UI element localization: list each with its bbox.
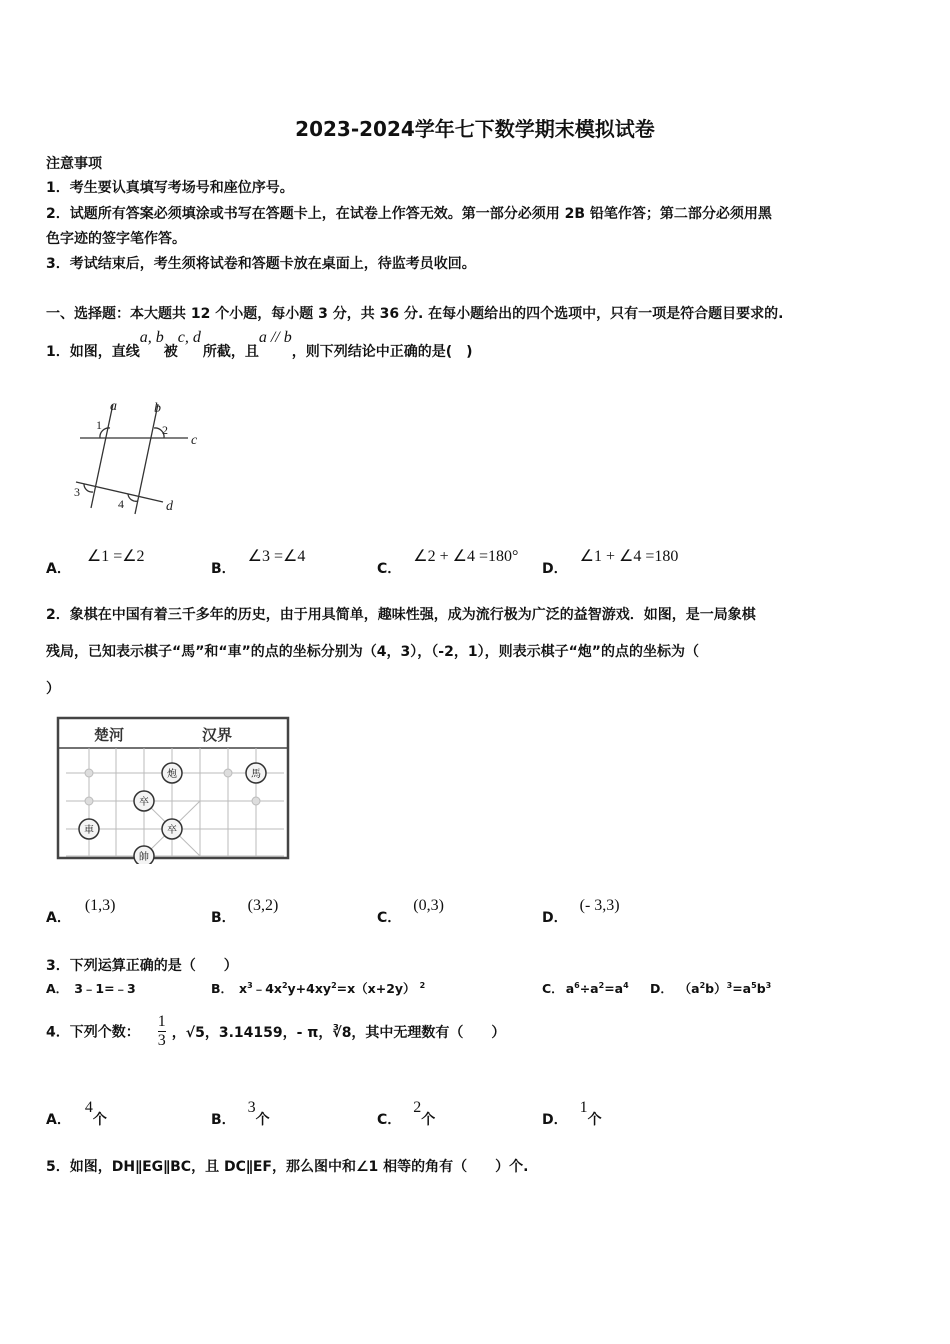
q3-c-part-3: =a — [604, 981, 624, 996]
q1-option-c[interactable] — [377, 546, 519, 577]
question-3-stem: 3．下列运算正确的是（ ） — [46, 958, 238, 974]
q3-b-sup-3: 2 — [331, 980, 337, 990]
q2-option-d-label: D． — [542, 910, 568, 926]
q2-option-c-label: C． — [377, 910, 402, 926]
q4-fraction — [158, 1013, 166, 1050]
q1-math-ab: a, b — [139, 329, 164, 346]
q2-option-b-label: B． — [211, 910, 236, 926]
question-1-stem — [46, 327, 473, 360]
q3-b-sup-1: 3 — [247, 980, 253, 990]
parallel-lines-figure — [68, 396, 218, 521]
label-b: b — [154, 401, 161, 416]
piece-ma-text: 馬 — [251, 769, 261, 780]
q3-option-d-label: D． — [650, 981, 673, 996]
q1-option-a-label: A． — [46, 561, 71, 577]
q4-option-c-unit: 个 — [421, 1112, 436, 1128]
q3-option-a-expr: 3﹣1=﹣3 — [74, 981, 136, 996]
label-a: a — [110, 399, 117, 414]
q3-c-sup-2: 2 — [598, 980, 605, 990]
label-d: d — [166, 499, 173, 514]
q3-option-b-label: B． — [211, 981, 234, 996]
q3-option-c-expr — [566, 981, 629, 996]
piece-ju-text: 車 — [84, 825, 94, 836]
line-a — [91, 404, 113, 508]
q1-text-3: 所截，且 — [202, 344, 259, 360]
label-1: 1 — [96, 418, 102, 432]
q2-option-d-expr: (- 3,3) — [579, 897, 620, 914]
q1-text-1: 1．如图，直线 — [46, 344, 140, 360]
q4-option-a-unit: 个 — [92, 1112, 107, 1128]
q2-option-b-expr: (3,2) — [247, 897, 279, 914]
q1-option-b[interactable] — [211, 546, 306, 577]
q3-b-part-4: =x（x+2y） — [336, 981, 416, 996]
q4-fraction-num: 1 — [157, 1013, 166, 1030]
q1-option-d[interactable] — [542, 546, 679, 577]
line-b — [135, 404, 158, 514]
q1-option-b-expr: ∠3 =∠4 — [247, 548, 306, 565]
q2-option-a-label: A． — [46, 910, 71, 926]
q4-option-c-label: C． — [377, 1112, 402, 1128]
q3-c-sup-1: 6 — [574, 980, 580, 990]
q4-option-a-num: 4 — [84, 1099, 93, 1116]
page-title: 2023-2024学年七下数学期末模拟试卷 — [295, 117, 655, 141]
q1-text-2: 被 — [163, 344, 178, 360]
question-2-line-2: 残局，已知表示棋子“馬”和“車”的点的坐标分别为（4，3），（-2，1），则表示棋子“炮”的点的坐标为（ — [46, 644, 699, 660]
piece-zu-2-text: 卒 — [167, 825, 177, 836]
q3-d-part-1: （a — [684, 981, 700, 996]
section-heading: 一、选择题：本大题共 12 个小题，每小题 3 分，共 36 分. 在每小题给出的四个选项中，只有一项是符合题目要求的. — [46, 306, 784, 322]
q3-d-sup-3: 5 — [751, 980, 757, 990]
q4-option-b-num: 3 — [247, 1099, 256, 1116]
q2-option-c-expr: (0,3) — [413, 897, 444, 914]
q4-option-a[interactable] — [46, 1097, 107, 1128]
q1-option-c-label: C． — [377, 561, 402, 577]
q4-option-a-label: A． — [46, 1112, 71, 1128]
q3-d-part-3: =a — [732, 981, 752, 996]
q3-c-sup-3: 4 — [623, 980, 629, 990]
q4-option-b-label: B． — [211, 1112, 236, 1128]
q3-b-sup-2: 2 — [281, 980, 288, 990]
q3-option-b-expr — [239, 981, 425, 996]
q4-option-c-num: 2 — [413, 1099, 422, 1116]
chess-board-figure — [56, 716, 291, 864]
q1-option-b-label: B． — [211, 561, 236, 577]
river-left-text: 楚河 — [94, 726, 125, 744]
q4-option-d[interactable] — [542, 1097, 602, 1128]
label-4: 4 — [118, 497, 124, 511]
q4-fraction-den: 3 — [157, 1032, 166, 1049]
q1-option-a-expr: ∠1 =∠2 — [86, 548, 145, 565]
q3-b-part-3: y+4xy — [287, 981, 332, 996]
q1-text-4: ，则下列结论中正确的是( ) — [291, 344, 473, 360]
q1-math-cd: c, d — [177, 329, 201, 346]
notice-item-3: 3．考试结束后，考生须将试卷和答题卡放在桌面上，待监考员收回。 — [46, 256, 476, 272]
q4-text-rest: ，√5，3.14159，- π，∛8，其中无理数有（ ） — [171, 1024, 506, 1041]
q4-option-d-num: 1 — [579, 1099, 588, 1116]
question-2-line-3: ） — [46, 681, 60, 697]
q2-option-a-expr: (1,3) — [84, 897, 116, 914]
q3-option-c-label: C． — [542, 981, 564, 996]
q3-d-part-2: b） — [705, 981, 727, 996]
q3-option-c[interactable] — [542, 979, 629, 997]
q4-option-c[interactable] — [377, 1097, 436, 1128]
q3-option-a-label: A． — [46, 981, 69, 996]
piece-zu-1-text: 卒 — [139, 797, 149, 808]
q2-option-b[interactable] — [211, 895, 279, 926]
label-2: 2 — [162, 423, 168, 437]
q3-c-part-2: ÷a — [579, 981, 599, 996]
q3-option-a[interactable] — [46, 979, 136, 997]
label-c: c — [191, 433, 198, 448]
q2-option-a[interactable] — [46, 895, 116, 926]
q1-option-a[interactable] — [46, 546, 145, 577]
notice-item-2-cont: 色字迹的签字笔作答。 — [46, 231, 186, 247]
q3-option-d-expr — [685, 981, 771, 996]
notice-item-1: 1．考生要认真填写考场号和座位序号。 — [46, 180, 294, 196]
q4-option-d-label: D． — [542, 1112, 568, 1128]
q3-b-part-2: ﹣4x — [252, 981, 282, 996]
q1-option-d-expr: ∠1 + ∠4 =180 — [579, 548, 679, 565]
label-3: 3 — [74, 485, 80, 499]
q2-option-c[interactable] — [377, 895, 444, 926]
piece-pao-text: 炮 — [167, 769, 177, 780]
notice-heading: 注意事项 — [46, 156, 102, 172]
q1-option-d-label: D． — [542, 561, 568, 577]
q4-option-d-unit: 个 — [587, 1112, 602, 1128]
q3-d-sup-1: 2 — [699, 980, 706, 990]
q1-math-parallel: a // b — [258, 329, 292, 346]
question-4-stem — [46, 1013, 505, 1050]
q4-option-b-unit: 个 — [255, 1112, 270, 1128]
q4-option-b[interactable] — [211, 1097, 270, 1128]
q2-option-d[interactable] — [542, 895, 620, 926]
q3-d-sup-4: 3 — [765, 980, 772, 990]
question-5-stem: 5．如图，DH∥EG∥BC，且 DC∥EF，那么图中和∠1 相等的角有（ ）个. — [46, 1159, 529, 1175]
q4-text-1: 4．下列个数： — [46, 1024, 140, 1041]
q3-option-b[interactable] — [211, 979, 425, 997]
question-2-line-1: 2．象棋在中国有着三千多年的历史，由于用具简单，趣味性强，成为流行极为广泛的益智游戏．如图，是一局象棋 — [46, 607, 756, 623]
q3-option-d[interactable] — [650, 979, 771, 997]
piece-shuai-text: 帥 — [139, 852, 149, 863]
q3-d-sup-2: 3 — [726, 980, 733, 990]
q3-b-sup-4: 2 — [419, 980, 426, 990]
q3-c-part-1: a — [565, 981, 575, 996]
q3-b-part-1: x — [239, 981, 248, 996]
river-right-text: 汉界 — [202, 726, 233, 744]
q1-option-c-expr: ∠2 + ∠4 =180° — [413, 548, 519, 565]
notice-item-2: 2．试题所有答案必须填涂或书写在答题卡上，在试卷上作答无效。第一部分必须用 2B 铅笔作答；第二部分必须用黑 — [46, 206, 772, 222]
q3-d-part-4: b — [756, 981, 766, 996]
